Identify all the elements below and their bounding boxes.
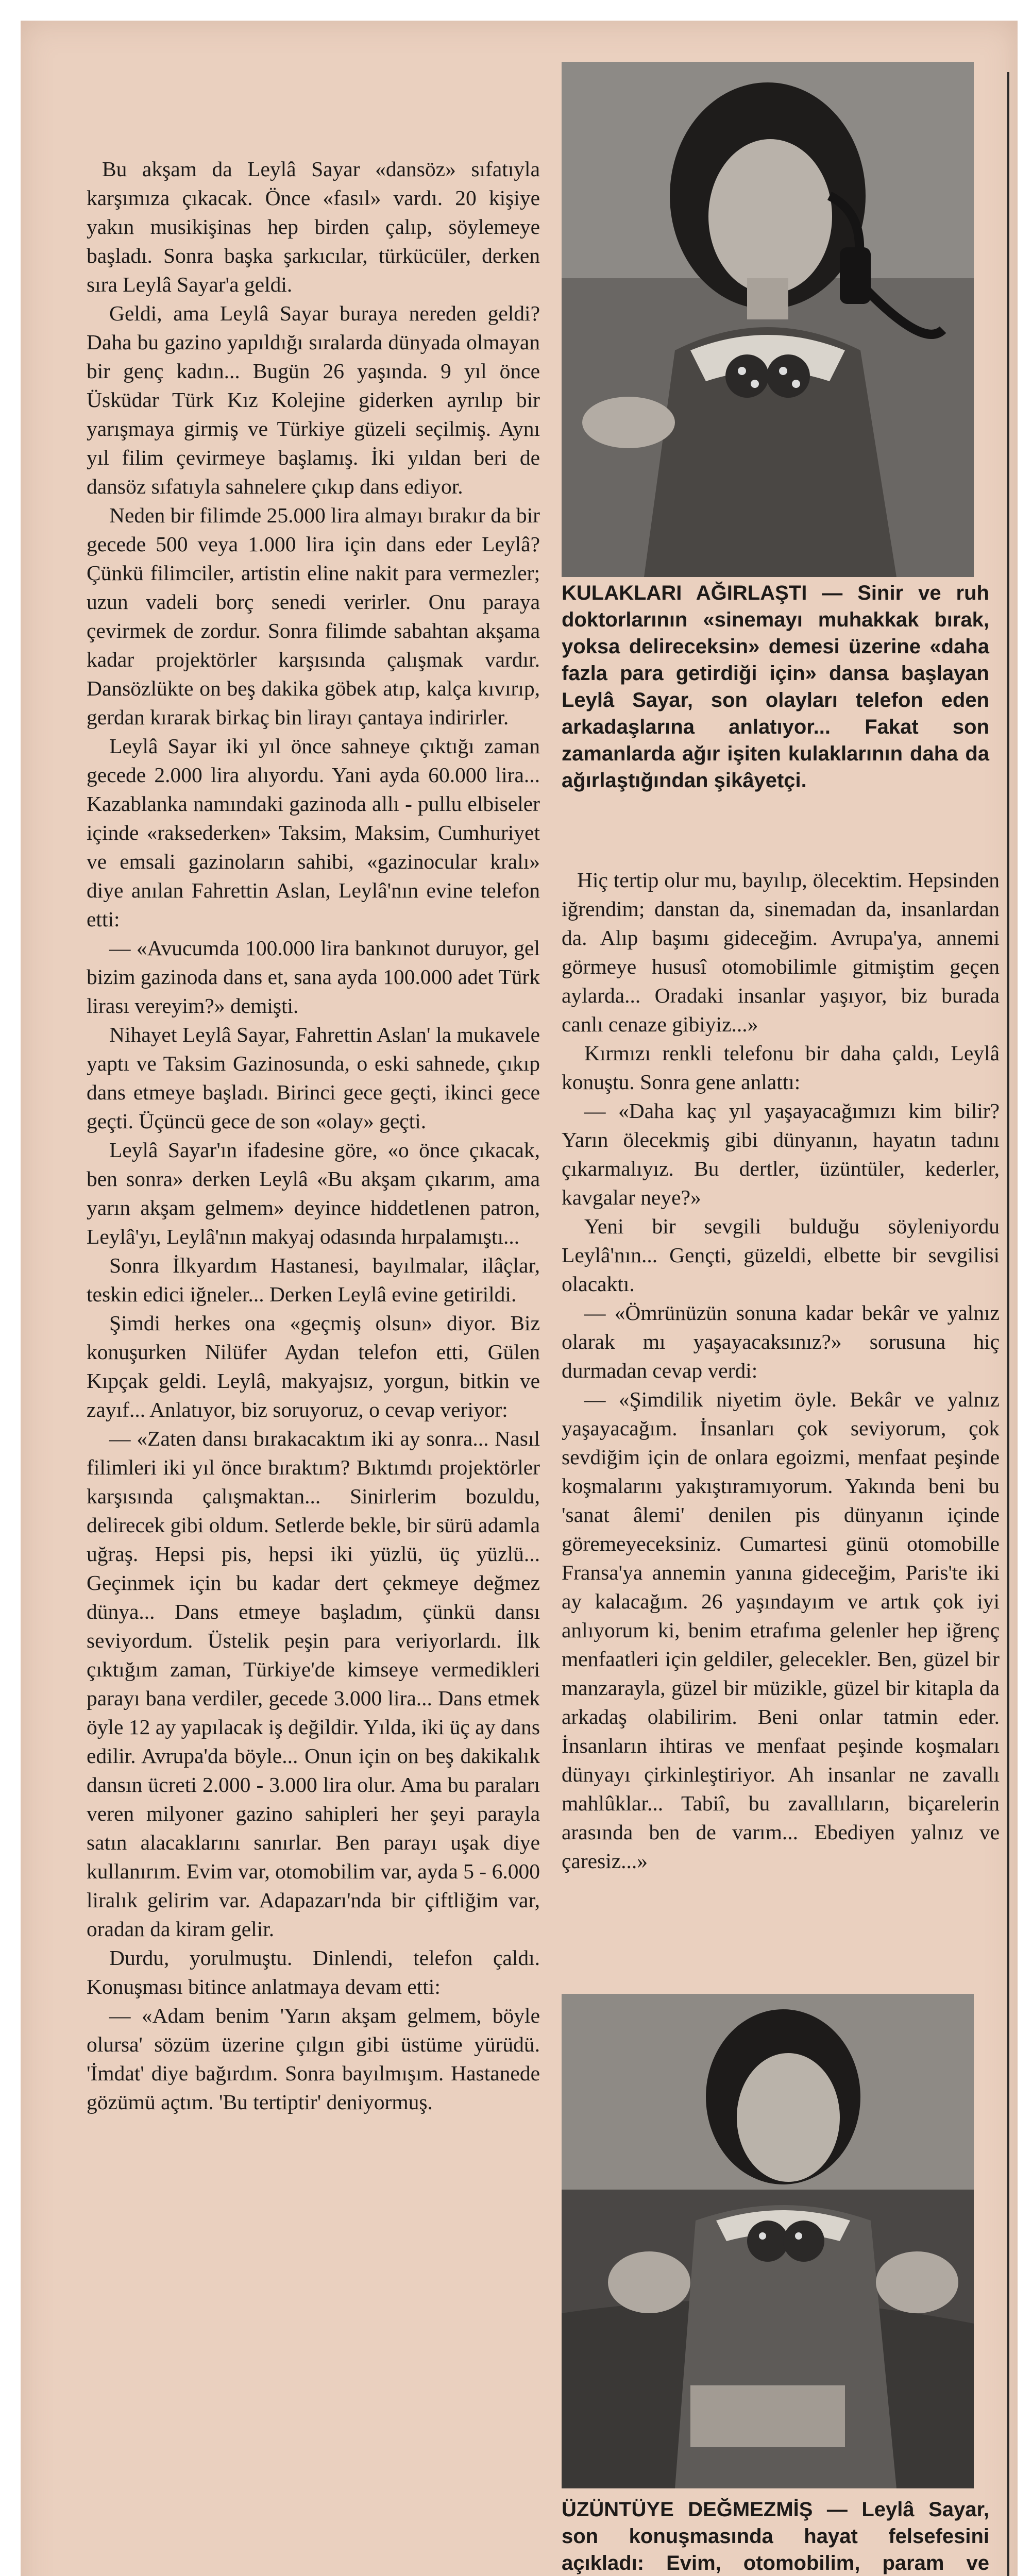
paragraph: Hiç tertip olur mu, bayılıp, ölecektim. Hepsinden iğrendim; danstan da, sinemadan da, insanlardan da. Alıp başımı gideceğim. Avrupa'ya, annemi görmeye hususî otomobilimle gitmiştim geçen aylarda... Oradaki insanlar yaşıyor, biz burada canlı cenaze gibiyiz...» <box>562 868 1000 1036</box>
caption-body: — Leylâ Sayar, son konuşmasında hayat felsefesini açıkladı: Evim, otomobilim, param ve <box>562 2498 989 2574</box>
paragraph: Leylâ Sayar'ın ifadesine göre, «o önce çıkacak, ben sonra» derken Leylâ «Bu akşam çıkarım, ama yarın akşam gelmem» deyince hiddetlenen patron, Leylâ'yı, Leylâ'nın makyaj odasında hırpalamıştı... <box>87 1138 540 1248</box>
paragraph: Neden bir filimde 25.000 lira almayı bırakır da bir gecede 500 veya 1.000 lira için dans eder Leylâ? Çünkü filimciler, artistin eline nakit para vermezler; uzun vadeli borç senedi verirler. Onu paraya çevirmek de zordur. Sonra filimde sabahtan akşama kadar projektörler karşısında çalışmak vardır. Dansözlükte on beş dakika göbek atıp, kalça kıvırıp, gerdan kırarak birkaç bin lirayı çantaya indirirler. <box>87 503 540 729</box>
photo-woman-seated <box>562 1994 974 2488</box>
paragraph: — «Adam benim 'Yarın akşam gelmem, böyle olursa' sözüm üzerine çılgın gibi üstüme yürüdü. 'İmdat' diye bağırdım. Sonra bayılmışım. Hastanede gözümü açtım. 'Bu tertiptir' deniyormuş. <box>87 2004 540 2114</box>
paragraph: Yeni bir sevgili bulduğu söyleniyordu Leylâ'nın... Gençti, güzeldi, elbette bir sevgilisi olacaktı. <box>562 1214 1000 1296</box>
paragraph: Leylâ Sayar iki yıl önce sahneye çıktığı zaman gecede 2.000 lira alıyordu. Yani ayda 60.000 lira... Kazablanka namındaki gazinoda allı - pullu elbiseler içinde «raksederken» Taksim, Maksim, Cumhuriyet ve emsali gazinoların sahibi, «gazinocular kralı» diye anılan Fahrettin Aslan, Leylâ'nın evine telefon etti: <box>87 734 540 931</box>
paragraph: Geldi, ama Leylâ Sayar buraya nereden geldi? Daha bu gazino yapıldığı sıralarda dünyada olmayan bir genç kadın... Bugün 26 yaşında. 9 yıl önce Üsküdar Türk Kız Kolejine giderken ayrılıp bir yarışmaya girmiş ve Türkiye güzeli seçilmiş. Aynı yıl filim çevirmeye başlamış. İki yıldan beri de dansöz sıfatıyla sahnelere çıkıp dans ediyor. <box>87 301 540 498</box>
caption-body: — Sinir ve ruh doktorlarının «sinemayı muhakkak bırak, yoksa delireceksin» demesi üzerine «daha fazla para getirdiği için» dansa başlayan Leylâ Sayar, son olayları telefon eden arkadaşlarına anlatıyor... Fakat son zamanlarda ağır işiten kulaklarının daha da ağırlaştığından şikâyetçi. <box>562 582 989 792</box>
caption-heading: ÜZÜNTÜYE DEĞMEZMİŞ <box>562 2498 813 2521</box>
article-right-column <box>562 866 1000 1875</box>
paragraph: Sonra İlkyardım Hastanesi, bayılmalar, ilâçlar, teskin edici iğneler... Derken Leylâ evine getirildi. <box>87 1253 540 1306</box>
paragraph: — «Ömrünüzün sonuna kadar bekâr ve yalnız olarak mı yaşayacaksınız?» sorusuna hiç durmadan cevap verdi: <box>562 1301 1000 1382</box>
article-left-column <box>87 155 540 2116</box>
paragraph: Durdu, yorulmuştu. Dinlendi, telefon çaldı. Konuşması bitince anlatmaya devam etti: <box>87 1946 540 1998</box>
paragraph: — «Zaten dansı bırakacaktım iki ay sonra... Nasıl filimleri iki yıl önce bıraktım? Bıktımdı projektörler karşısında çalışmaktan... Sinirlerim bozuldu, delirecek gibi oldum. Setlerde bekle, bir sürü adamla uğraş. Hepsi pis, hepsi iki yüzlü, üç yüzlü... Geçinmek için bu kadar dert çekmeye değmez dünya... Dans etmeye başladım, çünkü dansı seviyordum. Üstelik peşin para veriyorlardı. İlk çıktığım zaman, Türkiye'de kimseye vermedikleri parayı bana verdiler, gecede 3.000 lira... Dans etmek öyle 12 ay yapılacak iş değildir. Yılda, iki üç ay dans edilir. Avrupa'da böyle... Onun için on beş dakikalık dansın ücreti 2.000 - 3.000 lira olur. Ama bu paraları veren milyoner gazino sahipleri her şeyi parayla satın alacaklarını sanırlar. Ben parayı uşak diye kullanırım. Evim var, otomobilim var, ayda 5 - 6.000 liralık gelirim var. Adapazarı'nda bir çiftliğim var, oradan da kiram gelir. <box>87 1427 540 1941</box>
photo-woman-on-telephone <box>562 62 974 577</box>
photo-caption-bottom <box>562 2496 989 2576</box>
paragraph: Şimdi herkes ona «geçmiş olsun» diyor. Biz konuşurken Nilüfer Aydan telefon etti, Gülen Kıpçak geldi. Leylâ, makyajsız, yorgun, bitkin ve zayıf... Anlatıyor, biz soruyoruz, o cevap veriyor: <box>87 1311 540 1421</box>
photo-illustration <box>562 1994 974 2488</box>
paragraph: — «Daha kaç yıl yaşayacağımızı kim bilir? Yarın ölecekmiş gibi dünyanın, hayatın tadını çıkarmalıyız. Bu dertler, üzüntüler, kederler, kavgalar neye?» <box>562 1099 1000 1209</box>
paragraph: Kırmızı renkli telefonu bir daha çaldı, Leylâ konuştu. Sonra gene anlattı: <box>562 1041 1000 1094</box>
paragraph: — «Şimdilik niyetim öyle. Bekâr ve yalnız yaşayacağım. İnsanları çok seviyorum, çok sevdiğim için de onlara egoizmi, menfaat peşinde koşmalarını yakıştıramıyorum. Yakında beni bu 'sanat âlemi' denilen pis dünyanın içinde göremeyeceksiniz. Cumartesi günü otomobille Fransa'ya annemin yanına gideceğim, Paris'te iki ay kalacağım. 26 yaşındayım ve artık çok iyi anlıyorum ki, benim etrafıma gelenler hep iğrenç menfaatleri için geldiler, gelecekler. Ben, güzel bir manzarayla, güzel bir müzikle, güzel bir kitapla da arkadaş olabilirim. Beni onlar tatmin eder. İnsanların ihtiras ve menfaat peşinde koşmaları dünyayı çirkinleştiriyor. Ah insanlar ne zavallı mahlûklar... Tabiî, bu zavallıların, biçarelerin arasında ben de varım... Ebediyen yalnız ve çaresiz...» <box>562 1387 1000 1873</box>
paragraph: — «Avucumda 100.000 lira bankınot duruyor, gel bizim gazinoda dans et, sana ayda 100.000 adet Türk lirası vereyim?» demişti. <box>87 936 540 1018</box>
paragraph: Bu akşam da Leylâ Sayar «dansöz» sıfatıyla karşımıza çıkacak. Önce «fasıl» vardı. 20 kişiye yakın musikişinas hep birden çalıp, söylemeye başladı. Sonra başka şarkıcılar, türkücüler, derken sıra Leylâ Sayar'a geldi. <box>87 157 540 296</box>
caption-heading: KULAKLARI AĞIRLAŞTI <box>562 582 807 604</box>
column-rule <box>1007 72 1009 2576</box>
photo-illustration <box>562 62 974 577</box>
photo-caption-top <box>562 580 989 794</box>
paragraph: Nihayet Leylâ Sayar, Fahrettin Aslan' la mukavele yaptı ve Taksim Gazinosunda, o eski sahnede, çıkıp dans etmeye başladı. Birinci gece geçti, ikinci gece geçti. Üçüncü gece de son «olay» geçti. <box>87 1023 540 1133</box>
